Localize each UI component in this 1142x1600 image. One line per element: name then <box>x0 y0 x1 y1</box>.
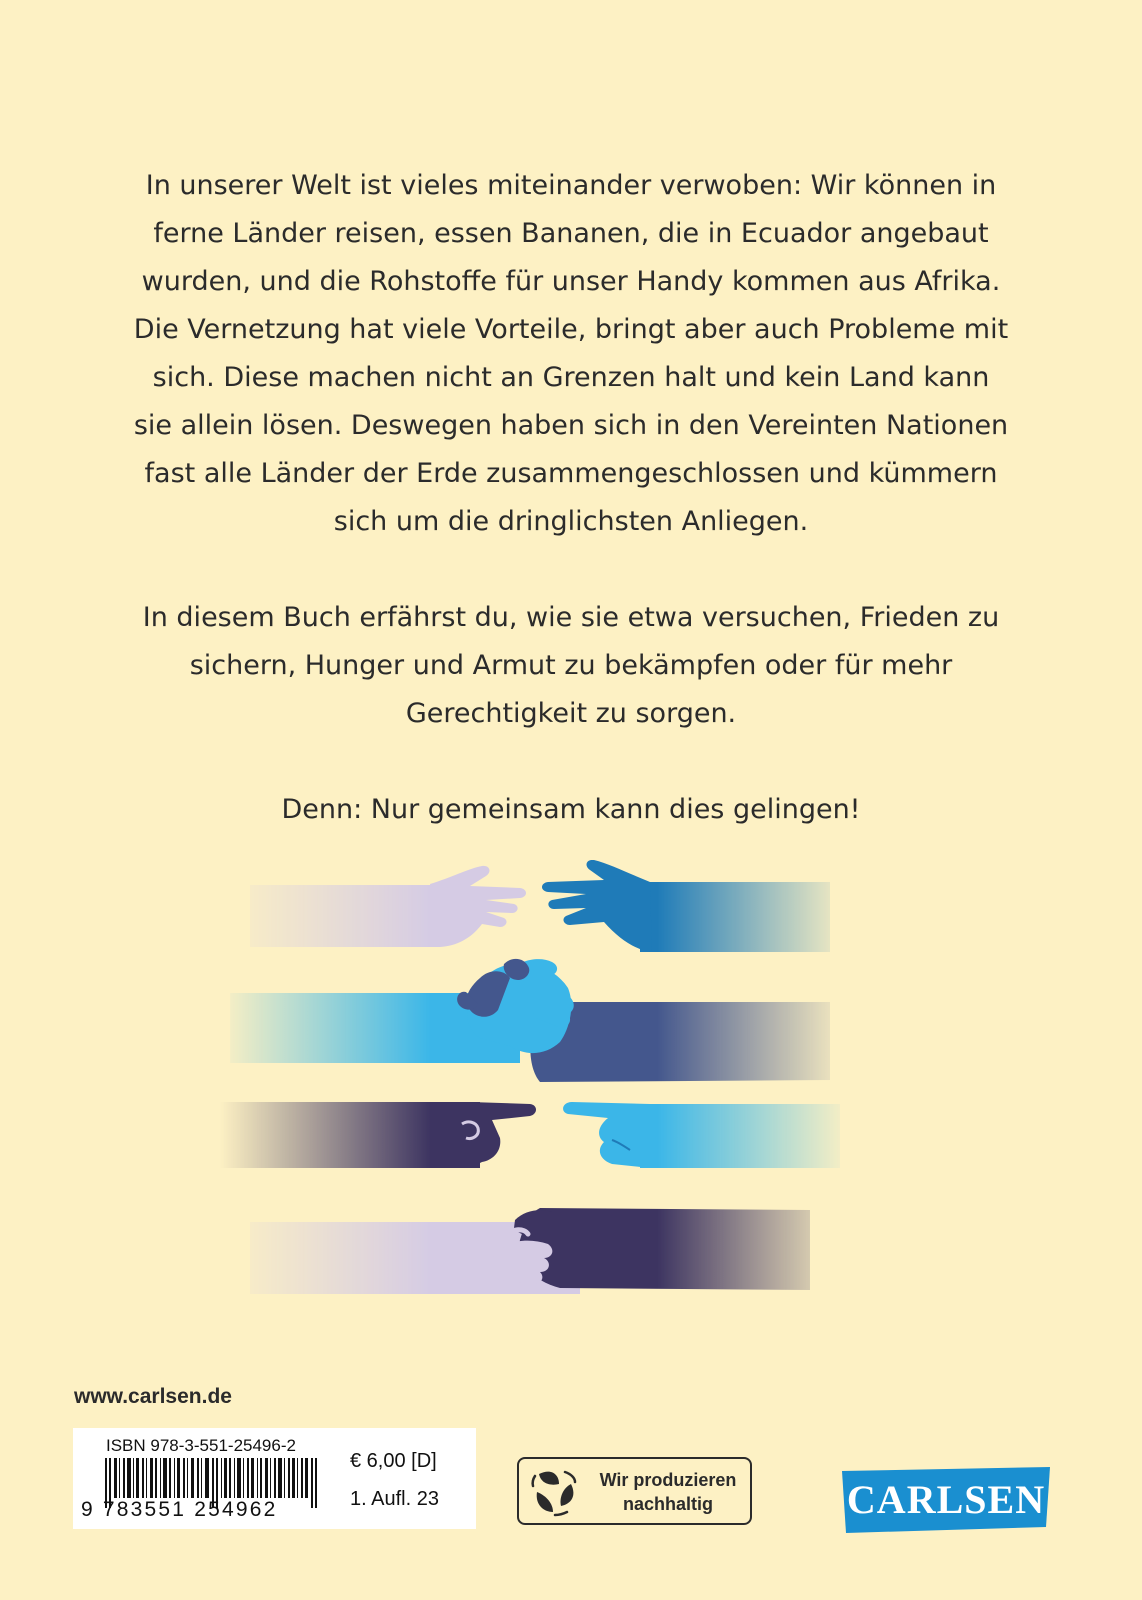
blurb-paragraph-3: Denn: Nur gemeinsam kann dies gelingen! <box>281 794 861 825</box>
sustainability-badge <box>517 1457 752 1525</box>
indigo-pointing-hand <box>220 1102 536 1168</box>
sustainability-text <box>589 1468 747 1516</box>
isbn-number: ISBN 978-3-551-25496-2 <box>106 1436 296 1455</box>
isbn-barcode-panel <box>73 1428 476 1529</box>
blurb-paragraph-2: In diesem Buch erfährst du, wie sie etwa versuchen, Frieden zu sichern, Hunger und Armut zu bekämpfen oder für mehr Gerechtigkeit zu sorgen. <box>142 602 1000 729</box>
edition-label: 1. Aufl. 23 <box>350 1488 439 1510</box>
barcode-digits: 9 783551 254962 <box>81 1498 278 1521</box>
sustainability-line-2: nachhaltig <box>622 1494 713 1514</box>
recycle-leaves-icon <box>529 1466 581 1518</box>
price-label: € 6,00 [D] <box>350 1450 437 1472</box>
carlsen-logo <box>836 1467 1056 1533</box>
reaching-hands-illustration <box>0 860 1142 1300</box>
sustainability-line-1: Wir produzieren <box>599 1470 737 1490</box>
slate-blue-arm <box>530 1002 830 1082</box>
indigo-arm-lower <box>519 1208 810 1290</box>
lavender-reaching-hand <box>250 866 526 947</box>
sky-blue-pointing-hand <box>563 1102 840 1168</box>
publisher-website: www.carlsen.de <box>74 1385 232 1408</box>
blue-reaching-hand <box>542 860 830 952</box>
blurb-paragraph-1: In unserer Welt ist vieles miteinander verwoben: Wir können in ferne Länder reisen, essen Bananen, die in Ecuador angebaut wurden, und die Rohstoffe für unser Handy kommen aus Afrika. Die Vernetzung hat viele Vorteile, bringt aber auch Probleme mit sich. Diese machen nicht an Grenzen halt und kein Land kann sie allein lösen. Deswegen haben sich in den Vereinten Nationen fast alle Länder der Erde zusammengeschlossen und kümmern sich um die dringlichsten Anliegen. <box>133 170 1009 537</box>
back-cover-blurb <box>130 162 1012 834</box>
publisher-logo-text: CARLSEN <box>846 1477 1046 1522</box>
